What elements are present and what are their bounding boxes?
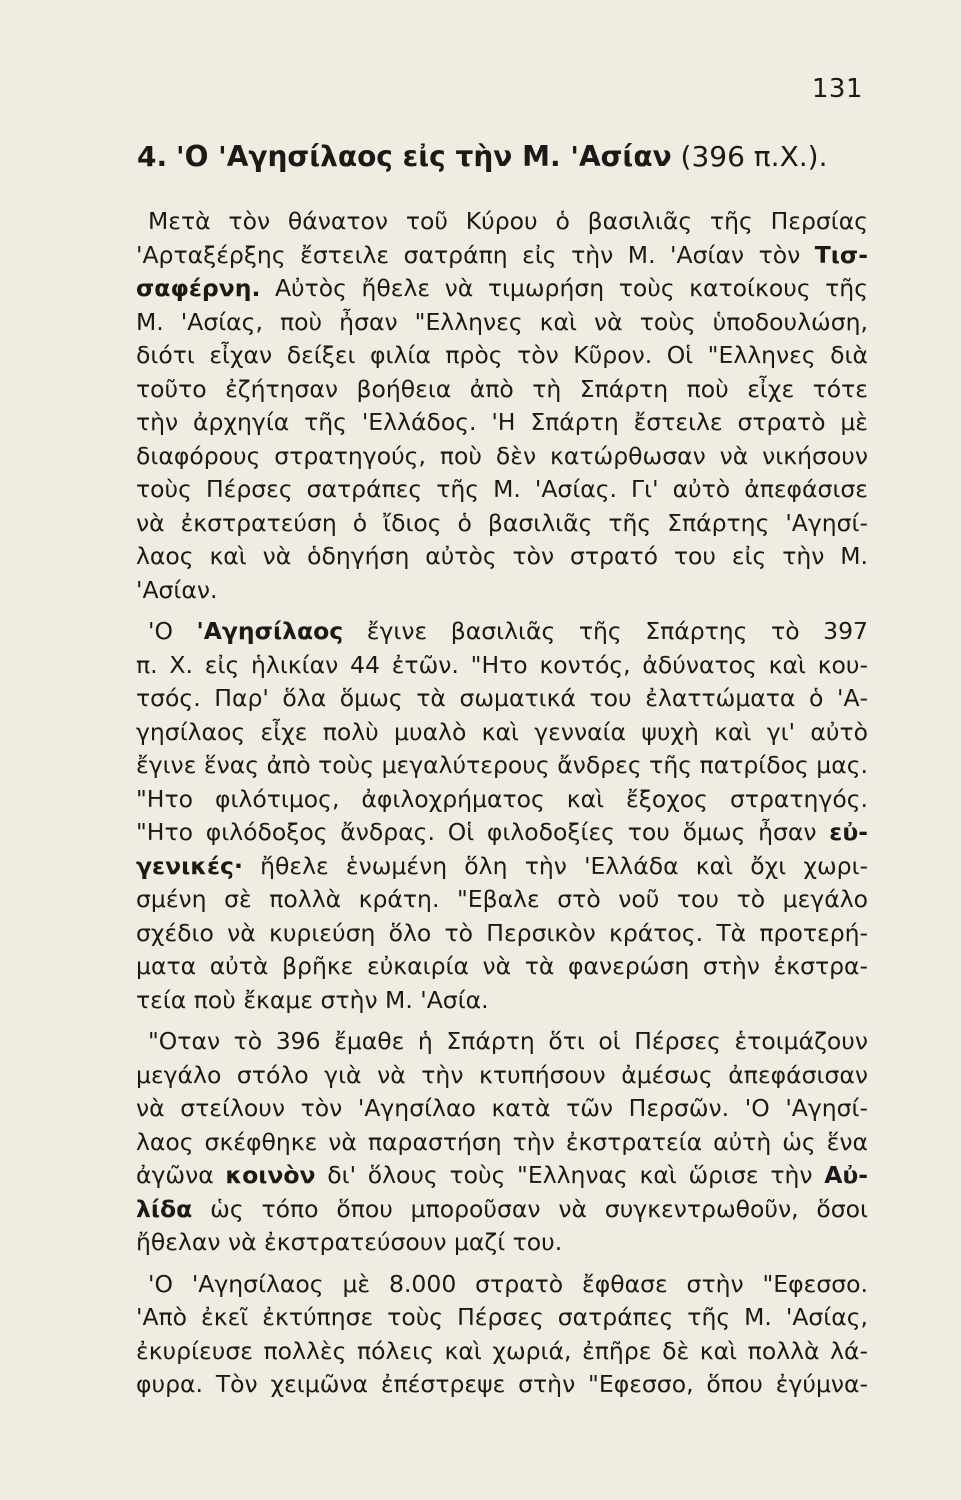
text-run: 'Ο bbox=[148, 617, 197, 645]
text-line bbox=[136, 1368, 868, 1402]
heading-number: 4. bbox=[137, 140, 168, 173]
text-run: "Οταν τὸ 396 ἔμαθε ἡ Σπάρτη ὅτι οἱ Πέρσες ἑτοιμάζουν bbox=[148, 1027, 868, 1055]
text-line bbox=[136, 1025, 868, 1059]
text-run: ἤθελε ἑνωμένη ὅλη τὴν 'Ελλάδα καὶ ὄχι χωρι- bbox=[242, 851, 868, 880]
text-run: τοῦτο ἐζήτησαν βοήθεια ἀπὸ τὴ Σπάρτη ποὺ εἶχε τότε bbox=[136, 374, 868, 403]
text-line bbox=[136, 984, 868, 1018]
text-run: διότι εἶχαν δείξει φιλία πρὸς τὸν Κῦρον. Οἱ "Ελληνες διὰ bbox=[136, 341, 868, 369]
text-line bbox=[136, 783, 868, 817]
text-run: ἀγῶνα bbox=[136, 1161, 226, 1189]
text-run: "Ητο φιλόδοξος ἄνδρας. Οἱ φιλοδοξίες του ὅμως ἦσαν bbox=[136, 818, 830, 846]
paragraph bbox=[136, 1268, 868, 1402]
text-run: φυρα. Τὸν χειμῶνα ἐπέστρεψε στὴν "Εφεσσο, ὅπου ἐγύμνα- bbox=[136, 1370, 868, 1398]
section-heading bbox=[137, 140, 877, 173]
text-run: 'Αρταξέρξης ἔστειλε σατράπη εἰς τὴν Μ. 'Ασίαν τὸν bbox=[136, 240, 815, 269]
text-line bbox=[136, 1126, 868, 1160]
bold-term: 'Αγησίλαος bbox=[196, 617, 344, 645]
text-run: ἔγινε ἕνας ἀπὸ τοὺς μεγαλύτερους ἄνδρες τῆς πατρίδος μας. bbox=[136, 751, 868, 779]
text-line bbox=[136, 540, 868, 574]
text-run: γησίλαος εἶχε πολὺ μυαλὸ καὶ γενναία ψυχὴ καὶ γι' αὐτὸ bbox=[136, 717, 868, 746]
text-line bbox=[136, 205, 868, 239]
text-run: "Ητο φιλότιμος, ἀφιλοχρήματος καὶ ἔξοχος στρατηγός. bbox=[136, 784, 868, 813]
text-line bbox=[136, 1193, 868, 1227]
text-line bbox=[136, 883, 868, 917]
heading-date: (396 π.Χ.). bbox=[671, 140, 828, 173]
text-run: ματα αὐτὰ βρῆκε εὐκαιρία νὰ τὰ φανερώση στὴν ἐκστρα- bbox=[136, 952, 868, 980]
bold-term: Αὐ- bbox=[824, 1161, 868, 1189]
text-run: νὰ ἐκστρατεύση ὁ ἴδιος ὁ βασιλιᾶς τῆς Σπάρτης 'Αγησί- bbox=[136, 508, 868, 537]
bold-term: Τισ- bbox=[814, 240, 868, 269]
text-run: Μ. 'Ασίας, ποὺ ἦσαν "Ελληνες καὶ νὰ τοὺς ὑποδουλώση, bbox=[136, 307, 868, 336]
text-run: ἤθελαν νὰ ἐκστρατεύσουν μαζί του. bbox=[136, 1228, 563, 1256]
text-run: διαφόρους στρατηγούς, ποὺ δὲν κατώρθωσαν νὰ νικήσουν bbox=[136, 441, 868, 470]
text-line bbox=[136, 1268, 868, 1302]
text-line bbox=[136, 816, 868, 850]
text-line bbox=[136, 950, 868, 984]
text-line bbox=[136, 682, 868, 716]
text-run: σμένη σὲ πολλὰ κράτη. "Εβαλε στὸ νοῦ του τὸ μεγάλο bbox=[136, 885, 868, 913]
text-run: ἔγινε βασιλιᾶς τῆς Σπάρτης τὸ 397 bbox=[343, 617, 868, 645]
text-run: σχέδιο νὰ κυριεύση ὅλο τὸ Περσικὸν κράτος. Τὰ προτερή- bbox=[136, 918, 868, 947]
text-line bbox=[136, 1159, 868, 1193]
text-line bbox=[136, 615, 868, 649]
text-line bbox=[136, 917, 868, 951]
text-line bbox=[136, 306, 868, 340]
bold-term: σαφέρνη. bbox=[136, 274, 261, 302]
text-run: π. Χ. εἰς ἡλικίαν 44 ἐτῶν. "Ητο κοντός, ἀδύνατος καὶ κου- bbox=[136, 650, 868, 679]
paragraph bbox=[136, 205, 868, 607]
text-run: 'Ο 'Αγησίλαος μὲ 8.000 στρατὸ ἔφθασε στὴν "Εφεσσο. bbox=[148, 1269, 868, 1298]
text-run: τεία ποὺ ἔκαμε στὴν Μ. 'Ασία. bbox=[136, 985, 489, 1014]
text-run: ὡς τόπο ὅπου μποροῦσαν νὰ συγκεντρωθοῦν, ὅσοι bbox=[192, 1194, 868, 1223]
text-line bbox=[136, 716, 868, 750]
text-run: Αὐτὸς ἤθελε νὰ τιμωρήση τοὺς κατοίκους τῆς bbox=[260, 274, 868, 302]
text-line bbox=[136, 473, 868, 507]
bold-term: κοινὸν bbox=[225, 1161, 316, 1189]
text-run: τσός. Παρ' ὅλα ὅμως τὰ σωματικά του ἐλαττώματα ὁ 'Α- bbox=[136, 684, 868, 712]
text-line bbox=[136, 649, 868, 683]
bold-term: εὐ- bbox=[829, 818, 868, 846]
text-line bbox=[136, 272, 868, 306]
text-line bbox=[136, 574, 868, 608]
text-run: μεγάλο στόλο γιὰ νὰ τὴν κτυπήσουν ἀμέσως ἀπεφάσισαν bbox=[136, 1060, 868, 1089]
page-number: 131 bbox=[811, 74, 863, 104]
text-line bbox=[136, 1335, 868, 1369]
heading-title: 'Ο 'Αγησίλαος εἰς τὴν Μ. 'Ασίαν bbox=[176, 140, 672, 173]
text-run: 'Απὸ ἐκεῖ ἐκτύπησε τοὺς Πέρσες σατράπες τῆς Μ. 'Ασίας, bbox=[136, 1303, 868, 1331]
text-line bbox=[136, 406, 868, 440]
text-run: λαος καὶ νὰ ὁδηγήση αὐτὸς τὸν στρατό του εἰς τὴν Μ. bbox=[136, 542, 868, 570]
text-run: τὴν ἀρχηγία τῆς 'Ελλάδος. 'Η Σπάρτη ἔστειλε στρατὸ μὲ bbox=[136, 408, 868, 436]
text-line bbox=[136, 1226, 868, 1260]
text-run: ἐκυρίευσε πολλὲς πόλεις καὶ χωριά, ἐπῆρε δὲ καὶ πολλὰ λά- bbox=[136, 1336, 868, 1365]
text-run: Μετὰ τὸν θάνατον τοῦ Κύρου ὁ βασιλιᾶς τῆς Περσίας bbox=[148, 207, 868, 235]
text-line bbox=[136, 749, 868, 783]
text-line bbox=[136, 440, 868, 474]
text-line bbox=[136, 1301, 868, 1335]
bold-term: λίδα bbox=[136, 1194, 193, 1223]
paragraph bbox=[136, 1025, 868, 1260]
paragraph bbox=[136, 615, 868, 1017]
text-run: λαος σκέφθηκε νὰ παραστήση τὴν ἐκστρατεία αὐτὴ ὡς ἕνα bbox=[136, 1127, 868, 1156]
body-text bbox=[136, 205, 868, 1402]
text-line bbox=[136, 239, 868, 273]
text-line bbox=[136, 373, 868, 407]
text-run: δι' ὅλους τοὺς "Ελληνας καὶ ὥρισε τὴν bbox=[315, 1161, 825, 1189]
text-line bbox=[136, 1092, 868, 1126]
text-run: τοὺς Πέρσες σατράπες τῆς Μ. 'Ασίας. Γι' αὐτὸ ἀπεφάσισε bbox=[136, 475, 868, 503]
text-line bbox=[136, 339, 868, 373]
text-line bbox=[136, 1059, 868, 1093]
text-line bbox=[136, 850, 868, 884]
text-run: νὰ στείλουν τὸν 'Αγησίλαο κατὰ τῶν Περσῶν. 'Ο 'Αγησί- bbox=[136, 1094, 868, 1122]
text-run: 'Ασίαν. bbox=[136, 575, 218, 604]
bold-term: γενικές· bbox=[136, 851, 243, 880]
text-line bbox=[136, 507, 868, 541]
